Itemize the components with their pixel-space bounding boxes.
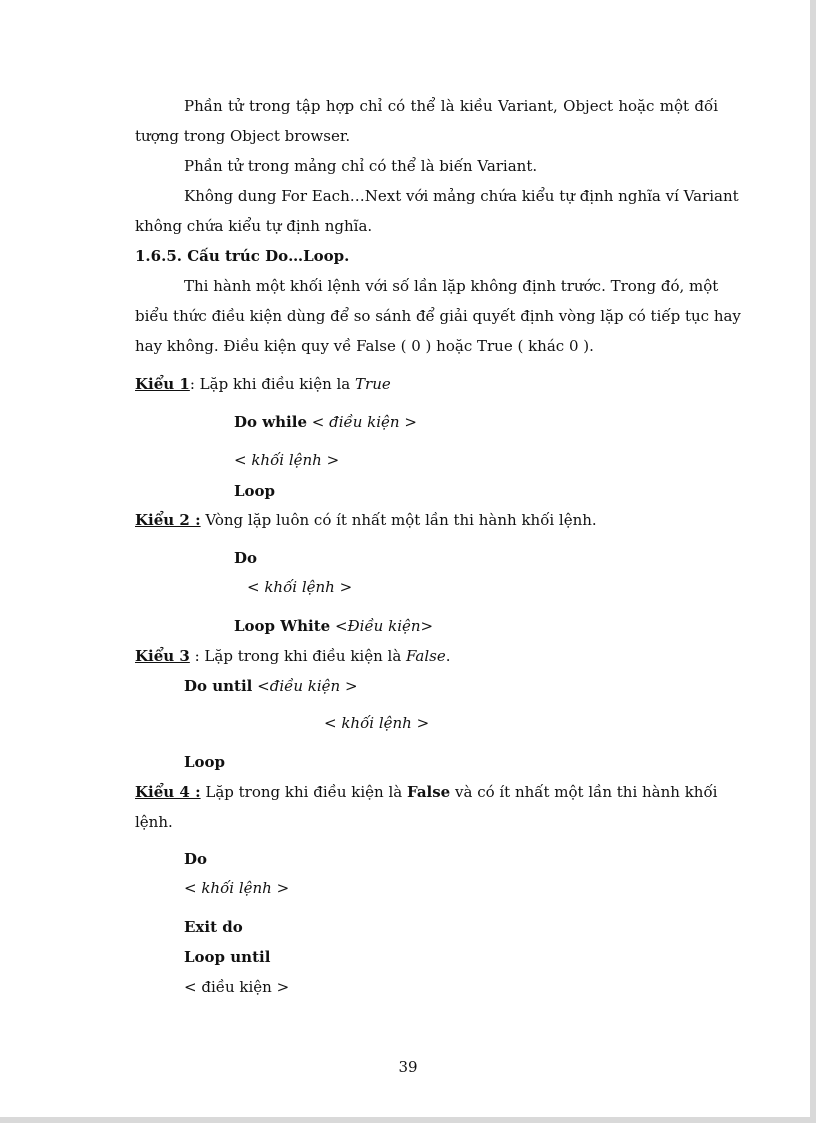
code-line: Exit do bbox=[184, 918, 243, 936]
page-shadow-bottom bbox=[0, 1117, 816, 1123]
kieu-4-label: Kiểu 4 : bbox=[135, 783, 201, 801]
code-line: Loop until bbox=[184, 948, 271, 966]
code-line: < khối lệnh > bbox=[247, 578, 353, 596]
kieu-1-label: Kiểu 1 bbox=[135, 375, 190, 393]
kieu-3-label: Kiểu 3 bbox=[135, 647, 190, 665]
kieu-4-bold: False bbox=[406, 783, 451, 801]
code-line: Do bbox=[234, 549, 258, 567]
paragraph-line: không chứa kiểu tự định nghĩa. bbox=[135, 217, 373, 235]
code-line bbox=[234, 412, 417, 432]
paragraph-line: Thi hành một khối lệnh với số lần lặp không định trước. Trong đó, một bbox=[184, 277, 719, 295]
paragraph-line: Không dung For Each…Next với mảng chứa kiểu tự định nghĩa ví Variant bbox=[184, 187, 739, 205]
code-keyword: Do while bbox=[234, 413, 307, 431]
kieu-3-line bbox=[135, 646, 451, 666]
paragraph-line: biểu thức điều kiện dùng để so sánh để giải quyết định vòng lặp có tiếp tục hay bbox=[135, 307, 741, 325]
kieu-1-italic: True bbox=[355, 375, 391, 393]
kieu-4-line-2: lệnh. bbox=[135, 813, 173, 831]
kieu-1-text: : Lặp khi điều kiện la bbox=[189, 375, 356, 393]
code-line: < khối lệnh > bbox=[184, 879, 290, 897]
paragraph-line: tượng trong Object browser. bbox=[135, 127, 351, 145]
paragraph-line: Phần tử trong mảng chỉ có thể là biến Variant. bbox=[184, 157, 538, 175]
kieu-4-end: và có ít nhất một lần thi hành khối bbox=[450, 783, 718, 801]
kieu-2-line bbox=[135, 510, 597, 530]
code-line: < khối lệnh > bbox=[234, 451, 340, 469]
code-condition: < điều kiện > bbox=[307, 413, 417, 431]
kieu-3-italic: False bbox=[406, 647, 446, 665]
page-shadow-right bbox=[810, 0, 816, 1123]
code-condition: <điều kiện > bbox=[252, 677, 358, 695]
code-line bbox=[234, 616, 433, 636]
code-keyword: Do until bbox=[184, 677, 253, 695]
code-line: Do bbox=[184, 850, 208, 868]
code-keyword: Loop White bbox=[234, 617, 331, 635]
code-line: Loop bbox=[184, 753, 226, 771]
kieu-3-end: . bbox=[445, 647, 451, 665]
kieu-2-label: Kiểu 2 : bbox=[135, 511, 201, 529]
section-heading: 1.6.5. Cấu trúc Do…Loop. bbox=[135, 247, 350, 265]
code-condition: <Điều kiện> bbox=[330, 617, 434, 635]
paragraph-line: Phần tử trong tập hợp chỉ có thể là kiều Variant, Object hoặc một đối bbox=[184, 97, 718, 115]
kieu-4-text: Lặp trong khi điều kiện là bbox=[200, 783, 407, 801]
code-line: Loop bbox=[234, 482, 276, 500]
page-number: 39 bbox=[398, 1058, 418, 1076]
code-line: < điều kiện > bbox=[184, 978, 290, 996]
kieu-4-line bbox=[135, 782, 718, 802]
paragraph-line: hay không. Điều kiện quy về False ( 0 ) hoặc True ( khác 0 ). bbox=[135, 337, 594, 355]
code-line bbox=[184, 676, 358, 696]
kieu-3-text: : Lặp trong khi điều kiện là bbox=[189, 647, 407, 665]
kieu-1-line bbox=[135, 374, 391, 394]
code-line: < khối lệnh > bbox=[324, 714, 430, 732]
kieu-2-text: Vòng lặp luôn có ít nhất một lần thi hành khối lệnh. bbox=[200, 511, 597, 529]
